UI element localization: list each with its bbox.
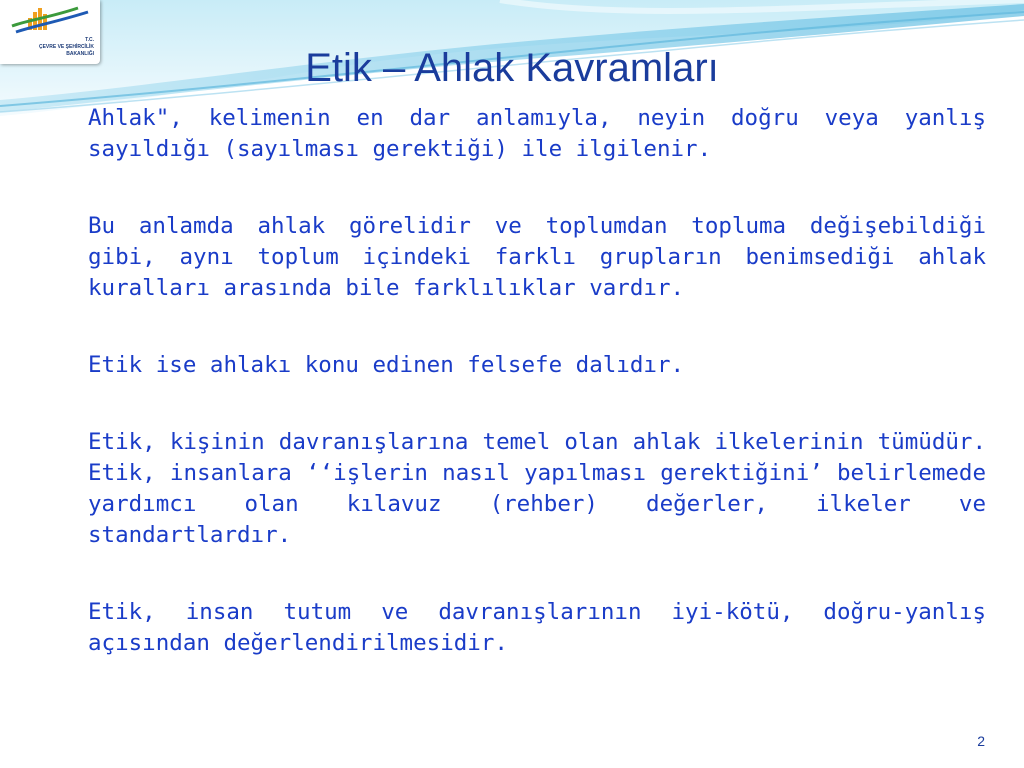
paragraph-etik-definition: Etik ise ahlakı konu edinen felsefe dalıdır.: [88, 352, 685, 378]
paragraph-etik-principles: Etik, kişinin davranışlarına temel olan ahlak ilkelerinin tümüdür. Etik, insanlara ‘‘işlerin nasıl yapılması gerektiğini’ belirlemede yardımcı olan kılavuz (rehber) değerler, ilkeler ve standartlardır.: [88, 429, 986, 548]
logo-text-tc: T.C.: [85, 37, 94, 43]
ministry-logo-mark-icon: [8, 4, 92, 36]
paragraph-etik-evaluation: Etik, insan tutum ve davranışlarının iyi-kötü, doğru-yanlış açısından değerlendirilmesidir.: [88, 599, 986, 656]
slide-body: [88, 103, 986, 705]
logo-text-ministry-name: ÇEVRE VE ŞEHİRCİLİK: [38, 44, 94, 50]
slide-title: Etik – Ahlak Kavramları: [305, 46, 719, 90]
paragraph-ahlak-definition: Ahlak", kelimenin en dar anlamıyla, neyin doğru veya yanlış sayıldığı (sayılması gerektiği) ile ilgilenir.: [88, 105, 986, 162]
logo-text-ministry-suffix: BAKANLIĞI: [66, 51, 94, 57]
paragraph-ahlak-relative: Bu anlamda ahlak görelidir ve toplumdan topluma değişebildiği gibi, aynı toplum içindeki farklı grupların benimsediği ahlak kuralları arasında bile farklılıklar vardır.: [88, 213, 986, 301]
page-number: 2: [977, 733, 985, 749]
